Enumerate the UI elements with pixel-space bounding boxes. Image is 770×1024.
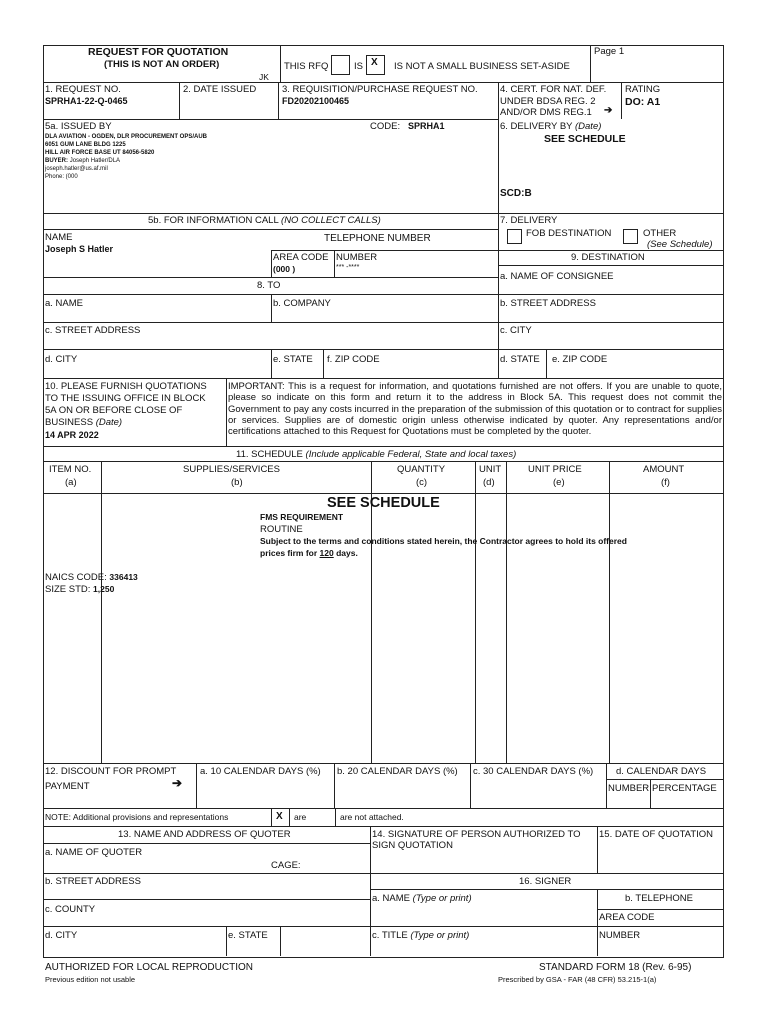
size-std-line xyxy=(45,585,114,595)
code-value: SPRHA1 xyxy=(408,121,445,131)
other-label: OTHER xyxy=(643,228,677,239)
rfq-checkbox-is-not[interactable] xyxy=(366,55,385,75)
divider xyxy=(271,250,498,251)
column-header-supplies: SUPPLIES/SERVICES xyxy=(183,464,280,475)
divider xyxy=(271,808,272,826)
fob-label: FOB DESTINATION xyxy=(526,228,612,239)
important-notice: IMPORTANT: This is a request for information, and quotations furnished are not offers. If you are unable to quote, please so indicate on this form and return it to the address in Block 5A. This request does not commit the Government to pay any costs incurred in the preparation of the submission of this quotation or to contract for supplies or services. Supplies are of domestic origin unless otherwise indicated by quoter. Any representations and/or certifications attached to this Request for Quotations must be completed by the quoter. xyxy=(228,381,722,438)
divider xyxy=(43,873,370,874)
fob-checkbox[interactable] xyxy=(507,229,522,244)
subject-terms-line xyxy=(260,549,358,558)
divider xyxy=(590,45,591,82)
signer-telephone-label: b. TELEPHONE xyxy=(625,893,693,904)
divider xyxy=(278,82,279,119)
divider xyxy=(370,826,371,956)
divider xyxy=(43,926,370,927)
prices-firm-text: prices firm for xyxy=(260,548,320,558)
quoter-street-label: b. STREET ADDRESS xyxy=(45,876,141,887)
quoter-heading: 13. NAME AND ADDRESS OF QUOTER xyxy=(118,829,291,840)
dest-state-label: d. STATE xyxy=(500,354,540,365)
divider xyxy=(43,294,724,295)
divider xyxy=(43,826,724,827)
name-label: NAME xyxy=(45,232,73,243)
consignee-label: a. NAME OF CONSIGNEE xyxy=(500,271,614,282)
cert-line1: 4. CERT. FOR NAT. DEF. xyxy=(500,84,607,95)
arrow-right-icon: ➔ xyxy=(172,776,183,790)
schedule-text: 11. SCHEDULE xyxy=(236,449,303,460)
this-rfq-label: THIS RFQ xyxy=(284,61,329,72)
divider xyxy=(43,322,724,323)
buyer-email: joseph.hatler@us.af.mil xyxy=(45,166,108,172)
delivery-by-hint: (Date) xyxy=(575,121,602,132)
discount-10-days: a. 10 CALENDAR DAYS (%) xyxy=(200,766,321,777)
column-header-quantity: QUANTITY xyxy=(397,464,446,475)
check-mark: X xyxy=(371,57,378,68)
number-value: *** -**** xyxy=(336,264,360,271)
divider xyxy=(606,763,607,808)
signer-title-text: c. TITLE xyxy=(372,930,408,941)
divider xyxy=(271,294,272,322)
arrow-right-icon: ➔ xyxy=(604,105,613,116)
divider xyxy=(498,250,724,251)
divider xyxy=(43,899,370,900)
column-header-item: ITEM NO. xyxy=(49,464,92,475)
divider xyxy=(226,926,227,956)
to-street-label: c. STREET ADDRESS xyxy=(45,325,141,336)
divider xyxy=(597,826,598,873)
divider xyxy=(43,277,498,278)
to-company-label: b. COMPANY xyxy=(273,298,331,309)
buyer-value: Joseph Hatler/DLA xyxy=(69,158,121,164)
quote-due-date: 14 APR 2022 xyxy=(45,430,99,440)
divider xyxy=(370,873,724,874)
divider xyxy=(621,82,622,119)
divider xyxy=(606,779,724,780)
divider xyxy=(43,493,724,494)
delivery-label: 7. DELIVERY xyxy=(500,215,558,226)
previous-edition-text: Previous edition not usable xyxy=(45,975,136,984)
signer-name-text: a. NAME xyxy=(372,893,411,904)
divider xyxy=(43,119,498,120)
issuer-address-line: 6051 GUM LANE BLDG 1225 xyxy=(45,142,126,148)
set-aside-text: IS NOT A SMALL BUSINESS SET-ASIDE xyxy=(394,61,570,72)
authorized-text: AUTHORIZED FOR LOCAL REPRODUCTION xyxy=(45,962,253,973)
rfq-checkbox-is[interactable] xyxy=(331,55,350,75)
note-text: NOTE: Additional provisions and representations xyxy=(45,812,229,822)
divider xyxy=(43,349,724,350)
divider xyxy=(597,909,724,910)
requisition-label: 3. REQUISITION/PURCHASE REQUEST NO. xyxy=(282,84,478,95)
dest-street-label: b. STREET ADDRESS xyxy=(500,298,596,309)
buyer-line xyxy=(45,158,120,164)
quoter-name-label: a. NAME OF QUOTER xyxy=(45,847,143,858)
divider xyxy=(597,889,598,956)
request-no-label: 1. REQUEST NO. xyxy=(45,84,121,95)
quoter-city-label: d. CITY xyxy=(45,930,78,941)
divider xyxy=(289,808,290,826)
area-code-value: (000 ) xyxy=(273,264,296,274)
delivery-by-value: SEE SCHEDULE xyxy=(544,133,626,145)
divider xyxy=(43,213,724,214)
divider xyxy=(498,265,724,266)
buyer-label: BUYER: xyxy=(45,158,69,164)
divider xyxy=(271,349,272,378)
divider xyxy=(506,461,507,763)
column-header-quantity-sub: (c) xyxy=(416,477,428,488)
page-number: Page 1 xyxy=(594,46,625,57)
business-hint: (Date) xyxy=(95,417,123,428)
note-are-not: are not attached. xyxy=(340,812,404,822)
column-header-amount-sub: (f) xyxy=(661,477,670,488)
furnish-line: 10. PLEASE FURNISH QUOTATIONS xyxy=(45,381,207,392)
discount-30-days: c. 30 CALENDAR DAYS (%) xyxy=(473,766,594,777)
divider xyxy=(334,763,335,808)
code-label: CODE: xyxy=(370,121,401,132)
signer-name-label xyxy=(372,894,472,904)
other-note: (See Schedule) xyxy=(647,239,713,250)
divider xyxy=(597,926,724,927)
note-check-mark[interactable]: X xyxy=(276,811,283,822)
area-code-label: AREA CODE xyxy=(273,252,329,263)
discount-number-label: NUMBER xyxy=(608,783,650,794)
note-are: are xyxy=(294,812,307,822)
schedule-hint: (Include applicable Federal, State and local taxes) xyxy=(305,449,517,460)
form-number-text: STANDARD FORM 18 (Rev. 6-95) xyxy=(539,962,692,973)
discount-percentage-label: PERCENTAGE xyxy=(652,783,717,794)
discount-label: 12. DISCOUNT FOR PROMPT xyxy=(45,766,177,777)
schedule-label xyxy=(236,450,516,460)
divider xyxy=(370,926,597,927)
requisition-value: FD20202100465 xyxy=(282,96,350,106)
column-header-supplies-sub: (b) xyxy=(231,477,243,488)
divider xyxy=(43,378,724,379)
divider xyxy=(101,461,102,763)
divider xyxy=(609,461,610,763)
divider xyxy=(498,82,499,378)
furnish-line: TO THE ISSUING OFFICE IN BLOCK xyxy=(45,393,206,404)
rating-label: RATING xyxy=(625,84,661,95)
scd-value: SCD:B xyxy=(500,188,532,199)
divider xyxy=(43,808,724,809)
divider xyxy=(196,763,197,808)
destination-label: 9. DESTINATION xyxy=(571,252,645,263)
discount-20-days: b. 20 CALENDAR DAYS (%) xyxy=(337,766,458,777)
fms-requirement: FMS REQUIREMENT xyxy=(260,512,344,522)
signature-line2: SIGN QUOTATION xyxy=(372,840,453,851)
info-call-text: 5b. FOR INFORMATION CALL xyxy=(148,215,279,226)
divider xyxy=(280,45,281,82)
see-schedule-heading: SEE SCHEDULE xyxy=(327,495,440,511)
furnish-line xyxy=(45,418,122,428)
payment-label: PAYMENT xyxy=(45,781,90,792)
divider xyxy=(650,779,651,808)
form-subtitle: (THIS IS NOT AN ORDER) xyxy=(104,59,220,70)
column-header-unit-price: UNIT PRICE xyxy=(528,464,582,475)
divider xyxy=(43,461,724,462)
signer-area-code-label: AREA CODE xyxy=(599,912,655,923)
divider xyxy=(43,843,370,844)
quoter-cage-label: CAGE: xyxy=(271,860,301,871)
number-label: NUMBER xyxy=(336,252,378,263)
quoter-county-label: c. COUNTY xyxy=(45,904,96,915)
signer-heading: 16. SIGNER xyxy=(519,876,572,887)
signer-title-label xyxy=(372,931,469,941)
divider xyxy=(370,889,724,890)
size-std-label: SIZE STD: xyxy=(45,584,91,595)
divider xyxy=(334,250,335,277)
discount-calendar-days: d. CALENDAR DAYS xyxy=(616,766,707,777)
divider xyxy=(179,82,180,119)
info-call-label xyxy=(148,216,381,226)
furnish-line: 5A ON OR BEFORE CLOSE OF xyxy=(45,405,183,416)
naics-line xyxy=(45,573,138,583)
prices-firm-suffix: days. xyxy=(333,548,358,558)
buyer-phone: Phone: (000 xyxy=(45,174,78,180)
info-call-hint: (NO COLLECT CALLS) xyxy=(281,215,381,226)
prescribed-text: Prescribed by GSA - FAR (48 CFR) 53.215-1(a) xyxy=(498,975,657,984)
naics-label: NAICS CODE: xyxy=(45,572,107,583)
telephone-label: TELEPHONE NUMBER xyxy=(324,233,431,244)
issuer-address-line: HILL AIR FORCE BASE UT 84056-5820 xyxy=(45,150,155,156)
column-header-item-sub: (a) xyxy=(65,477,77,488)
divider xyxy=(43,229,498,230)
column-header-unit-sub: (d) xyxy=(483,477,495,488)
divider xyxy=(43,763,724,764)
quoter-state-label: e. STATE xyxy=(228,930,268,941)
routine-text: ROUTINE xyxy=(260,524,303,535)
date-issued-label: 2. DATE ISSUED xyxy=(183,84,257,95)
divider xyxy=(546,349,547,378)
initials-text: JK xyxy=(259,72,269,82)
request-no-value: SPRHA1-22-Q-0465 xyxy=(45,96,128,106)
divider xyxy=(43,446,724,447)
form-title: REQUEST FOR QUOTATION xyxy=(88,46,229,58)
divider xyxy=(271,250,272,277)
issuer-address-line: DLA AVIATION - OGDEN, DLR PROCUREMENT OPS/AUB xyxy=(45,134,207,140)
signer-number-label: NUMBER xyxy=(599,930,641,941)
signer-title-hint: (Type or print) xyxy=(410,930,470,941)
dest-city-label: c. CITY xyxy=(500,325,532,336)
column-header-unit-price-sub: (e) xyxy=(553,477,565,488)
to-zip-label: f. ZIP CODE xyxy=(327,354,380,365)
to-city-label: d. CITY xyxy=(45,354,78,365)
column-header-amount: AMOUNT xyxy=(643,464,685,475)
to-label: 8. TO xyxy=(257,280,281,291)
to-name-label: a. NAME xyxy=(45,298,84,309)
divider xyxy=(280,926,281,956)
divider xyxy=(323,349,324,378)
delivery-by-text: 6. DELIVERY BY xyxy=(500,121,573,132)
column-header-unit: UNIT xyxy=(479,464,502,475)
cert-line3: AND/OR DMS REG.1 xyxy=(500,107,592,118)
divider xyxy=(475,461,476,763)
issued-by-label: 5a. ISSUED BY xyxy=(45,121,112,132)
is-label: IS xyxy=(354,61,363,72)
dest-zip-label: e. ZIP CODE xyxy=(552,354,608,365)
to-state-label: e. STATE xyxy=(273,354,313,365)
naics-value: 336413 xyxy=(109,572,138,582)
other-checkbox[interactable] xyxy=(623,229,638,244)
signer-name-hint: (Type or print) xyxy=(412,893,472,904)
divider xyxy=(470,763,471,808)
subject-terms-line: Subject to the terms and conditions stated herein, the Contractor agrees to hold its offered xyxy=(260,536,627,546)
rating-value: DO: A1 xyxy=(625,96,661,108)
contact-name: Joseph S Hatler xyxy=(45,244,114,254)
date-of-quotation-label: 15. DATE OF QUOTATION xyxy=(599,829,714,840)
divider xyxy=(335,808,336,826)
cert-line2: UNDER BDSA REG. 2 xyxy=(500,96,596,107)
size-std-value: 1,250 xyxy=(93,584,115,594)
divider xyxy=(226,378,227,446)
prices-firm-days: 120 xyxy=(319,548,334,558)
business-text: BUSINESS xyxy=(45,417,94,428)
delivery-by-label xyxy=(500,122,601,132)
signature-line1: 14. SIGNATURE OF PERSON AUTHORIZED TO xyxy=(372,829,581,840)
